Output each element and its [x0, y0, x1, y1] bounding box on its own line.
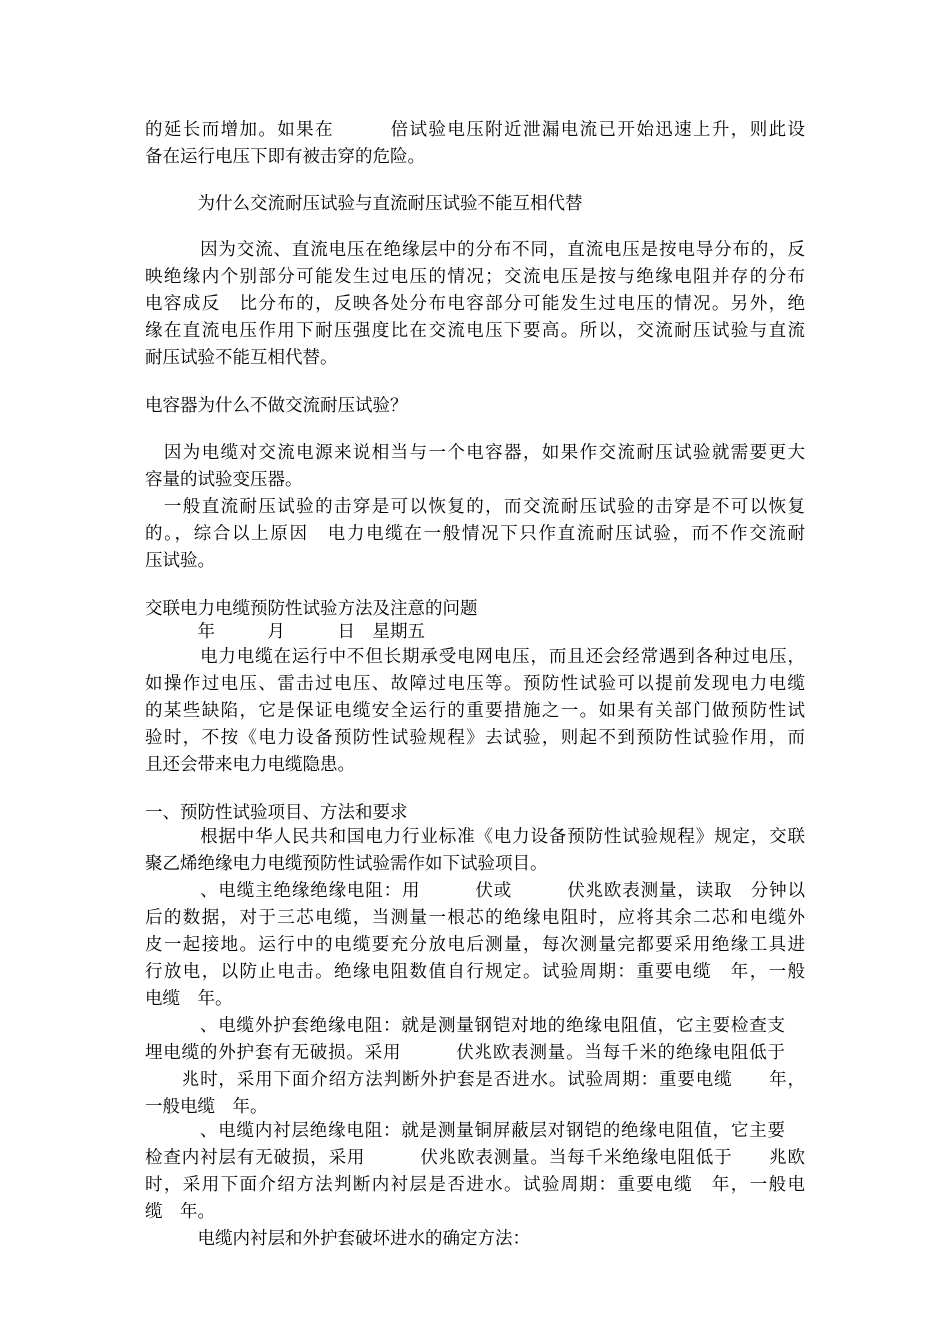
section-heading: 为什么交流耐压试验与直流耐压试验不能互相代替 — [145, 194, 583, 214]
text-line: 、电缆外护套绝缘电阻：就是测量钢铠对地的绝缘电阻值，它主要检查支 — [145, 1016, 785, 1036]
text-line: 映绝缘内个别部分可能发生过电压的情况；交流电压是按与绝缘电阻并存的分布 — [145, 267, 805, 287]
text-line: 电力电缆在运行中不但长期承受电网电压，而且还会经常遇到各种过电压， — [145, 647, 805, 667]
article-title: 交联电力电缆预防性试验方法及注意的问题 — [145, 599, 478, 619]
text-line: 行放电，以防止电击。绝缘电阻数值自行规定。试验周期：重要电缆 年，一般 — [145, 962, 805, 982]
text-line: 、电缆主绝缘绝缘电阻：用 伏或 伏兆欧表测量，读取 分钟以 — [145, 881, 805, 901]
text-line: 的某些缺陷，它是保证电缆安全运行的重要措施之一。如果有关部门做预防性试 — [145, 701, 805, 721]
text-line: 聚乙烯绝缘电力电缆预防性试验需作如下试验项目。 — [145, 854, 548, 874]
text-line: 耐压试验不能互相代替。 — [145, 348, 338, 368]
text-line: 备在运行电压下即有被击穿的危险。 — [145, 147, 425, 167]
text-line: 容量的试验变压器。 — [145, 470, 303, 490]
text-line: 电缆内衬层和外护套破坏进水的确定方法： — [145, 1229, 530, 1249]
text-line: 一般电缆 年。 — [145, 1097, 268, 1117]
text-line: 的延长而增加。如果在 倍试验电压附近泄漏电流已开始迅速上升，则此设 — [145, 120, 805, 140]
text-line: 如操作过电压、雷击过电压、故障过电压等。预防性试验可以提前发现电力电缆 — [145, 674, 805, 694]
text-line: 的。，综合以上原因 电力电缆在一般情况下只作直流耐压试验，而不作交流耐 — [145, 524, 805, 544]
text-line: 缆 年。 — [145, 1202, 215, 1222]
text-line: 电缆 年。 — [145, 989, 233, 1009]
article-date: 年 月 日 星期五 — [145, 622, 425, 642]
text-line: 电容成反 比分布的，反映各处分布电容部分可能发生过电压的情况。另外，绝 — [145, 294, 805, 314]
text-line: 且还会带来电力电缆隐患。 — [145, 755, 355, 775]
text-line: 埋电缆的外护套有无破损。采用 伏兆欧表测量。当每千米的绝缘电阻低于 — [145, 1043, 785, 1063]
text-line: 缘在直流电压作用下耐压强度比在交流电压下要高。所以，交流耐压试验与直流 — [145, 321, 805, 341]
text-line: 一般直流耐压试验的击穿是可以恢复的，而交流耐压试验的击穿是不可以恢复 — [145, 497, 805, 517]
text-line: 时，采用下面介绍方法判断内衬层是否进水。试验周期：重要电缆 年，一般电 — [145, 1175, 805, 1195]
section-heading: 电容器为什么不做交流耐压试验？ — [145, 396, 408, 416]
text-line: 皮一起接地。运行中的电缆要充分放电后测量，每次测量完都要采用绝缘工具进 — [145, 935, 805, 955]
text-line: 压试验。 — [145, 551, 215, 571]
text-line: 因为交流、直流电压在绝缘层中的分布不同，直流电压是按电导分布的，反 — [145, 240, 805, 260]
text-line: 、电缆内衬层绝缘电阻：就是测量铜屏蔽层对钢铠的绝缘电阻值，它主要 — [145, 1121, 785, 1141]
text-line: 因为电缆对交流电源来说相当与一个电容器，如果作交流耐压试验就需要更大 — [145, 443, 805, 463]
section-heading: 一、预防性试验项目、方法和要求 — [145, 803, 408, 823]
text-line: 检查内衬层有无破损，采用 伏兆欧表测量。当每千米绝缘电阻低于 兆欧 — [145, 1148, 805, 1168]
text-line: 后的数据，对于三芯电缆，当测量一根芯的绝缘电阻时，应将其余二芯和电缆外 — [145, 908, 805, 928]
text-line: 验时，不按《电力设备预防性试验规程》去试验，则起不到预防性试验作用，而 — [145, 728, 805, 748]
text-line: 兆时，采用下面介绍方法判断外护套是否进水。试验周期：重要电缆 年， — [145, 1070, 805, 1090]
text-line: 根据中华人民共和国电力行业标准《电力设备预防性试验规程》规定，交联 — [145, 827, 805, 847]
